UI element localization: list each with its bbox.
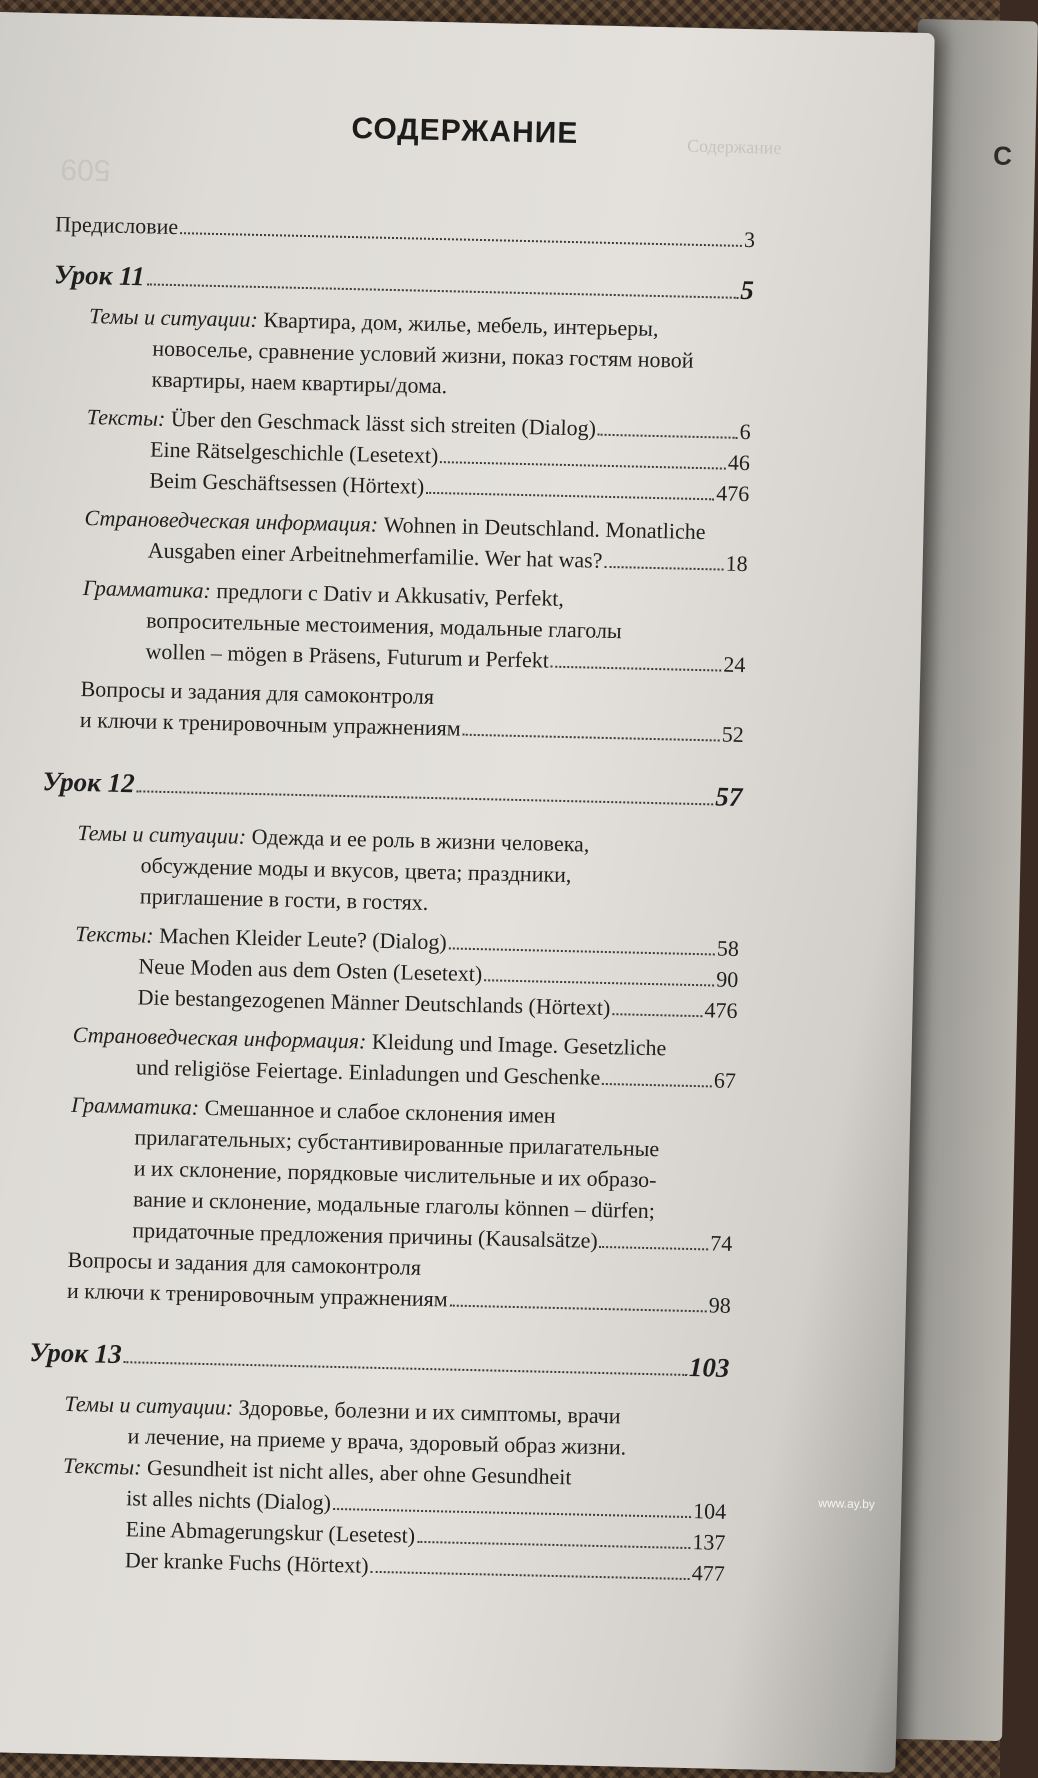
lesson-title: Урок 13 <box>29 1337 123 1370</box>
entry-text: Gesundheit ist nicht alles, aber ohne Gesundheit <box>146 1454 572 1490</box>
page-number: 18 <box>725 550 748 577</box>
entry-text: wollen – mögen в Präsens, Futurum и Perfekt <box>145 638 550 673</box>
themes-line: приглашение в гости, в гостях. <box>139 883 429 915</box>
themes-text: Здоровье, болезни и их симптомы, врачи <box>238 1394 621 1429</box>
leader-dots <box>417 1541 690 1549</box>
leader-dots <box>612 1013 702 1017</box>
leader-dots <box>600 1246 709 1250</box>
leader-dots <box>370 1571 689 1580</box>
grammar-text: Смешанное и слабое склонения имен <box>204 1094 556 1128</box>
grammar-text: предлоги с Dativ и Akkusativ, Perfekt, <box>216 578 565 611</box>
next-page-letter: С <box>992 140 1013 171</box>
entry-text: придаточные предложения причины (Kausalsätze) <box>132 1217 599 1253</box>
watermark: www.ay.by <box>818 1495 875 1512</box>
grammar-label: Грамматика: <box>70 1091 200 1120</box>
grammar-line: и их склонение, порядковые числительные и их образо- <box>133 1155 657 1193</box>
review-line: Вопросы и задания для самоконтроля <box>67 1246 422 1280</box>
themes-line: квартиры, наем квартиры/дома. <box>151 366 448 399</box>
page-title: СОДЕРЖАНИЕ <box>351 112 579 151</box>
themes-label: Темы и ситуации: <box>88 303 259 332</box>
page-number: 103 <box>688 1351 730 1383</box>
page-number: 46 <box>727 449 751 476</box>
entry-text: Ausgaben einer Arbeitnehmerfamilie. Wer hat was? <box>147 537 603 573</box>
book-page <box>0 12 935 1773</box>
entry-text: Neue Moden aus dem Osten (Lesetext) <box>138 953 483 987</box>
page-number: 57 <box>715 781 743 813</box>
leader-dots <box>449 947 715 955</box>
grammar-label: Грамматика: <box>82 575 212 603</box>
themes-line: новоселье, сравнение условий жизни, показ гостям новой <box>152 335 694 373</box>
mirrored-folio: 509 <box>60 152 111 187</box>
themes-label: Темы и ситуации: <box>64 1390 234 1420</box>
entry-text: Die bestangezogenen Männer Deutschlands (Hörtext) <box>137 984 611 1021</box>
country-info-text: Wohnen in Deutschland. Monatliche <box>383 511 706 545</box>
country-info-label: Страноведческая информация: <box>72 1021 367 1054</box>
leader-dots <box>604 566 723 571</box>
lesson-title: Урок 11 <box>53 259 146 292</box>
leader-dots <box>333 1508 691 1518</box>
entry-text: и ключи к тренировочным упражнениям <box>66 1277 449 1312</box>
entry-text: Предисловие <box>54 211 179 240</box>
themes-text: Квартира, дом, жилье, мебель, интерьеры, <box>263 307 659 342</box>
entry-text: Eine Abmagerungskur (Lesetest) <box>125 1516 416 1548</box>
page-number: 58 <box>716 935 740 962</box>
page-number: 74 <box>709 1230 733 1256</box>
review-line: Вопросы и задания для самоконтроля <box>80 676 435 710</box>
leader-dots <box>426 492 714 501</box>
themes-line: и лечение, на приеме у врача, здоровый образ жизни. <box>127 1423 627 1460</box>
texts-label: Тексты: <box>74 920 154 948</box>
leader-dots <box>463 734 720 742</box>
page-number: 52 <box>721 721 745 748</box>
country-info-label: Страноведческая информация: <box>84 505 379 537</box>
page-number: 476 <box>704 997 738 1023</box>
leader-dots <box>440 461 726 469</box>
entry-text: Der kranke Fuchs (Hörtext) <box>124 1547 369 1578</box>
lesson-title: Урок 12 <box>42 766 136 799</box>
page-number: 98 <box>708 1292 732 1318</box>
page-number: 90 <box>715 966 739 992</box>
entry-text: и ключи к тренировочным упражнениям <box>79 706 461 741</box>
page-number: 476 <box>715 480 750 507</box>
table-of-contents <box>25 208 756 1589</box>
leader-dots <box>450 1305 707 1313</box>
themes-line: обсуждение моды и вкусов, цвета; праздники, <box>140 852 572 888</box>
page-number: 137 <box>692 1529 726 1555</box>
country-info-text: Kleidung und Image. Gesetzliche <box>371 1028 667 1061</box>
themes-label: Темы и ситуации: <box>77 819 247 849</box>
texts-label: Тексты: <box>62 1452 142 1480</box>
grammar-line: вопросительные местоимения, модальные глаголы <box>145 607 623 644</box>
page-number: 3 <box>743 226 756 253</box>
entry-text: Machen Kleider Leute? (Dialog) <box>158 922 448 955</box>
page-number: 477 <box>691 1560 726 1586</box>
leader-dots <box>602 1083 712 1087</box>
leader-dots <box>484 979 714 986</box>
bleed-through-text: Содержание <box>686 135 782 158</box>
page-number: 67 <box>713 1067 737 1093</box>
themes-text: Одежда и ее роль в жизни человека, <box>251 823 590 857</box>
texts-label: Тексты: <box>86 404 166 431</box>
entry-text: ist alles nichts (Dialog) <box>126 1485 332 1515</box>
grammar-line: вание и склонение, модальные глаголы können – dürfen; <box>132 1186 656 1224</box>
page-number: 5 <box>740 274 755 306</box>
grammar-line: прилагательных; субстантивированные прилагательные <box>134 1124 660 1162</box>
leader-dots <box>598 434 738 439</box>
entry-text: Beim Geschäftsessen (Hörtext) <box>149 467 425 499</box>
entry-text: Eine Rätselgeschichle (Lesetext) <box>149 436 439 469</box>
entry-text: Über den Geschmack lässt sich streiten (Dialog) <box>170 405 597 441</box>
page-number: 24 <box>723 651 746 678</box>
entry-text: und religiöse Feiertage. Einladungen und Geschenke <box>135 1054 601 1090</box>
leader-dots <box>551 666 722 672</box>
page-number: 104 <box>692 1498 727 1524</box>
page-number: 6 <box>739 418 751 445</box>
